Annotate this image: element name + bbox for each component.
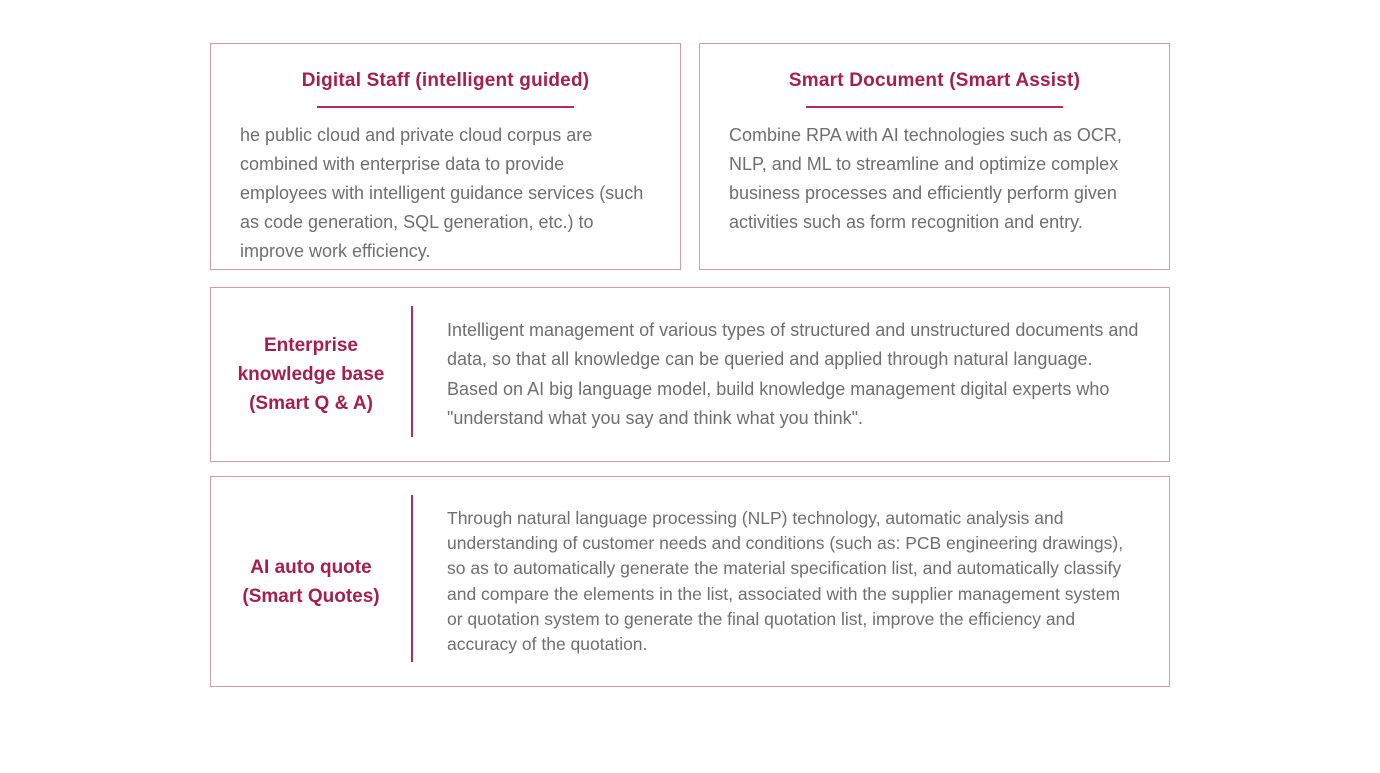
card-enterprise-knowledge-base [210,287,1170,462]
knowledge-base-label-line-1: Enterprise [264,335,358,356]
card-ai-auto-quote [210,476,1170,687]
top-card-row [210,43,1170,270]
knowledge-base-label-line-2: knowledge base [237,364,385,385]
ai-auto-quote-label-line-1: AI auto quote [250,556,372,578]
ai-auto-quote-description: Through natural language processing (NLP) technology, automatic analysis and understanding of customer needs and conditions (such as: PCB engineering drawings), so as to automatically generate the material specification list, and automatically classify and compare the elements in the list, associated with the supplier management system or quotation system to generate the final quotation list, improve the efficiency and accuracy of the quotation. [447,507,1124,655]
card-smart-document [699,43,1170,270]
card-digital-staff [210,43,681,270]
knowledge-base-label [211,331,411,418]
smart-document-title: Smart Document (Smart Assist) [788,70,1081,91]
digital-staff-title: Digital Staff (intelligent guided) [301,70,590,91]
digital-staff-description: he public cloud and private cloud corpus are combined with enterprise data to provide employees with intelligent guidance services (such as code generation, SQL generation, etc.) to improve work efficiency. [240,125,644,261]
ai-auto-quote-label [211,553,411,611]
smart-document-description: Combine RPA with AI technologies such as OCR, NLP, and ML to streamline and optimize complex business processes and efficiently perform given activities such as form recognition and entry. [729,125,1122,232]
digital-staff-title-underline [317,106,574,108]
feature-cards-page [210,43,1170,687]
smart-document-title-underline [806,106,1063,108]
knowledge-base-label-line-3: (Smart Q & A) [249,393,373,414]
knowledge-base-description: Intelligent management of various types of structured and unstructured documents and data, so that all knowledge can be queried and applied through natural language. Based on AI big language model, build knowledge management digital experts who "understand what you say and think what you think". [447,319,1139,428]
ai-auto-quote-label-line-2: (Smart Quotes) [242,585,380,607]
